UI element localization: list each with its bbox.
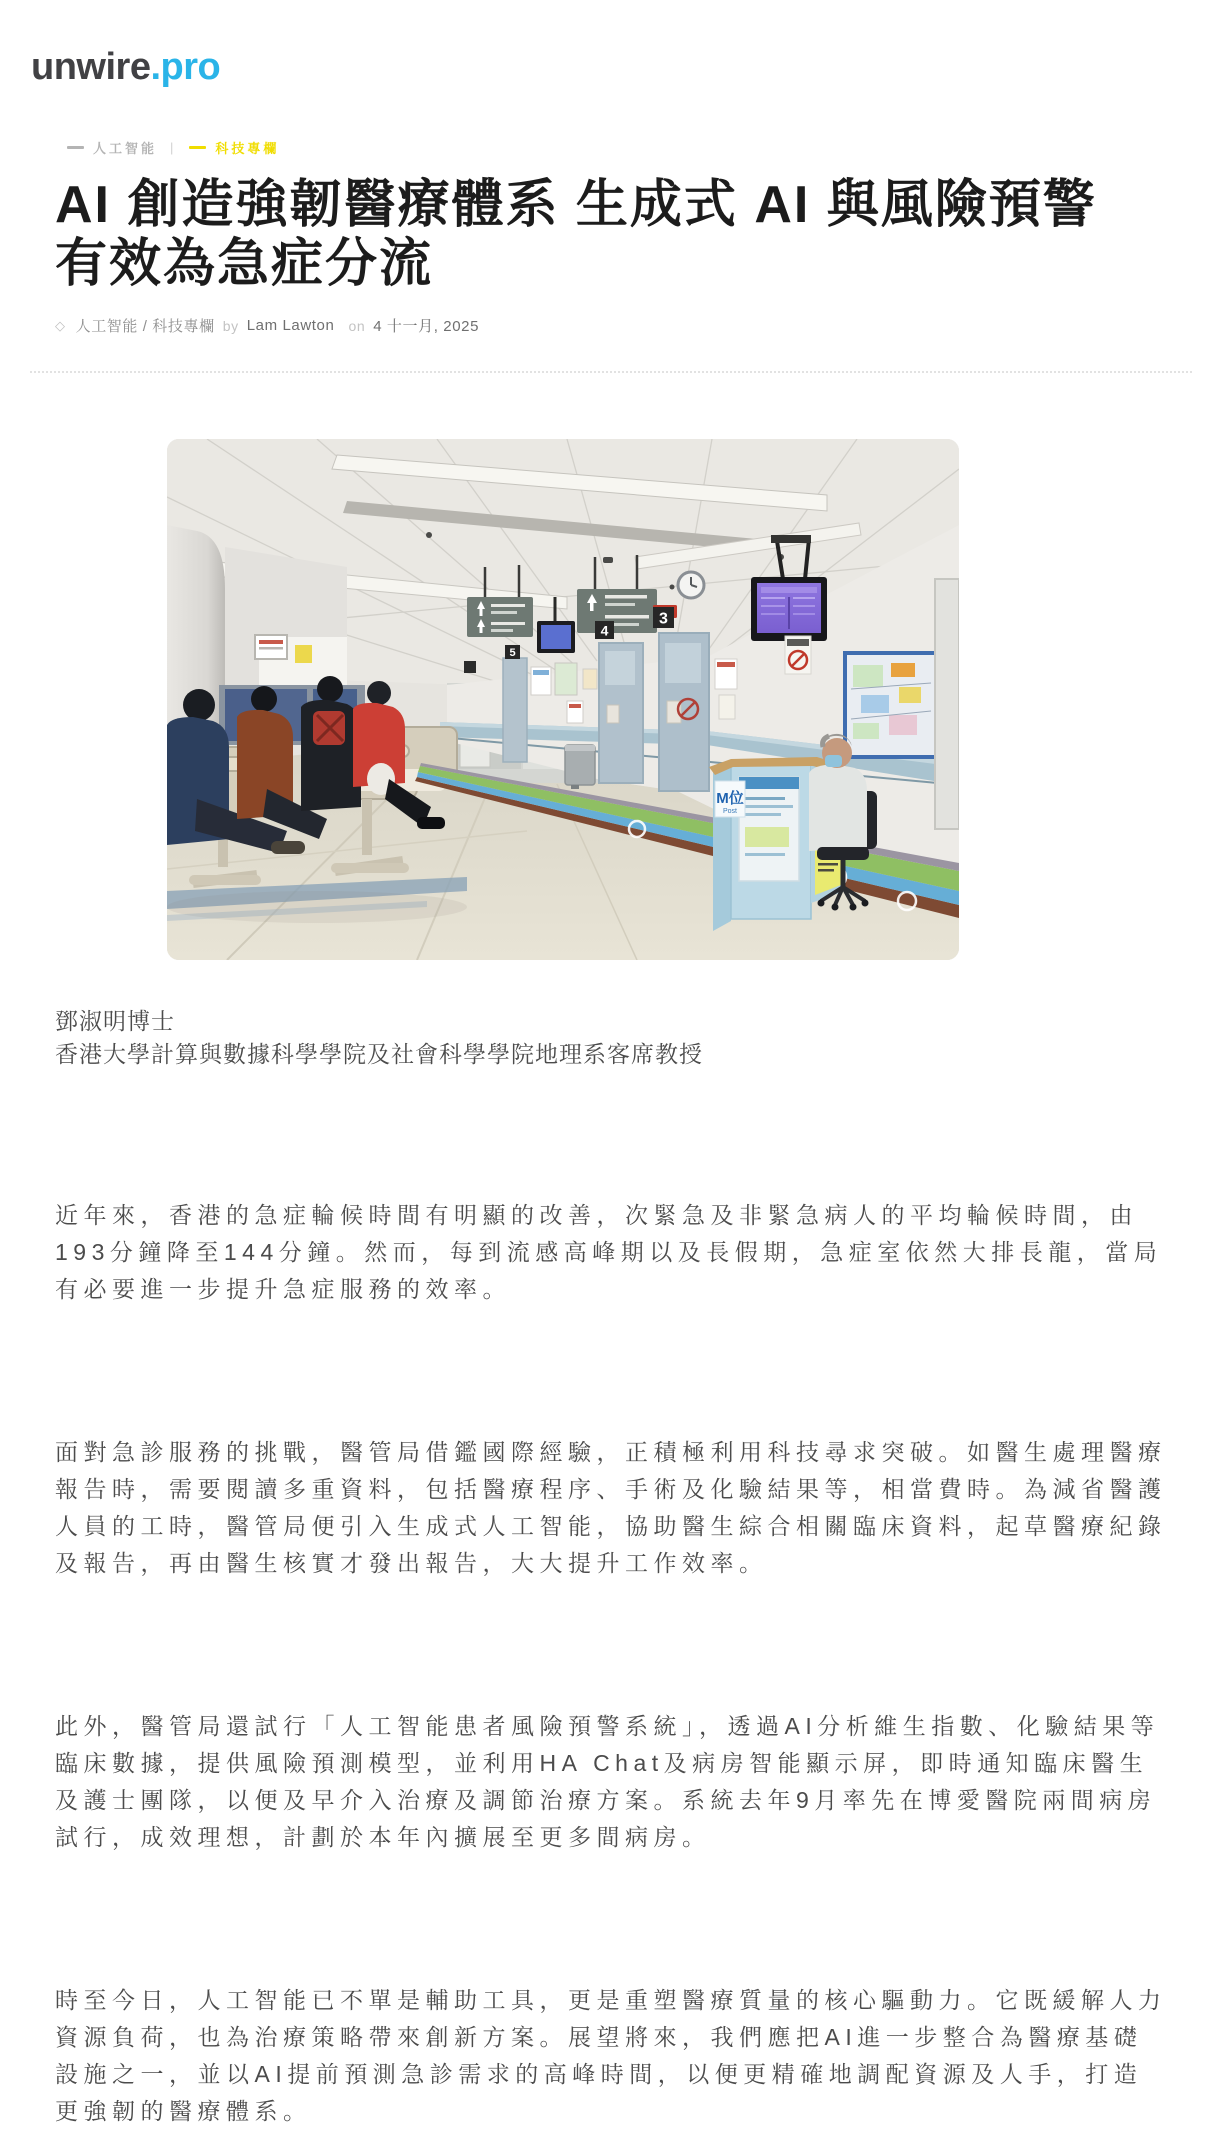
m-sign-subtext: Post	[722, 808, 738, 815]
face-mask	[825, 755, 842, 767]
far-right-door	[935, 579, 959, 829]
caption-author-title: 香港大學計算與數據科學學院及社會科學學院地理系客席教授	[55, 1041, 703, 1067]
meta-by-label: by	[222, 317, 239, 334]
article-title-line1: AI 創造強韌醫療體系 生成式 AI 與風險預警	[55, 176, 1097, 234]
category-tag-label: 人工智能	[93, 141, 158, 156]
no-smoking-poster	[785, 636, 811, 674]
door-number-4: 4	[600, 622, 609, 639]
article-page	[0, 138, 1222, 336]
tag-separator: |	[170, 140, 177, 155]
article-title	[55, 176, 1167, 294]
meta-date: 4 十一月, 2025	[373, 318, 480, 335]
article-title-line2: 有效為急症分流	[55, 235, 434, 293]
door-5	[503, 658, 527, 762]
category-tag-column[interactable]	[189, 138, 279, 157]
article-body	[0, 439, 1222, 2130]
category-tag-row	[67, 138, 1167, 157]
paragraph-2: 面對急診服務的挑戰，醫管局借鑑國際經驗，正積極利用科技尋求突破。如醫生處理醫療報告時，需要閱讀多重資料，包括醫療程序、手術及化驗結果等，相當費時。為減省醫護人員的工時，醫管局便引入生成式人工智能，協助醫生綜合相關臨床資料，起草醫療紀錄及報告，再由醫生核實才發出報告，大大提升工作效率。	[55, 1439, 1167, 1576]
site-logo-text: unwire	[31, 46, 151, 88]
m-position-sign	[715, 781, 745, 817]
meta-category-path[interactable]: 人工智能 / 科技專欄	[75, 318, 215, 335]
hospital-waiting-room-photo	[167, 439, 959, 960]
yellow-sign	[295, 645, 312, 663]
article-meta	[55, 315, 1167, 336]
meta-on-label: on	[348, 317, 366, 334]
featured-image	[167, 439, 959, 960]
trash-bin	[565, 745, 595, 789]
bulletin-board	[845, 653, 937, 757]
site-logo-suffix: .pro	[150, 46, 221, 88]
meta-author-link[interactable]: Lam Lawton	[246, 317, 335, 334]
category-tag-label: 科技專欄	[215, 141, 280, 156]
dotted-divider	[30, 371, 1192, 373]
image-caption	[55, 1005, 1167, 1071]
paragraph-3: 此外，醫管局還試行「人工智能患者風險預警系統」，透過AI分析維生指數、化驗結果等臨床數據，提供風險預測模型，並利用HA Chat及病房智能顯示屏，即時通知臨床醫生及護士團隊，以便及早介入治療及調節治療方案。系統去年9月率先在博愛醫院兩間病房試行，成效理想，計劃於本年內擴展至更多間病房。	[55, 1713, 1160, 1850]
site-header	[0, 0, 1222, 86]
paragraph-1: 近年來，香港的急症輪候時間有明顯的改善，次緊急及非緊急病人的平均輪候時間，由193分鐘降至144分鐘。然而，每到流感高峰期以及長假期，急症室依然大排長龍，當局有必要進一步提升急症服務的效率。	[55, 1202, 1163, 1302]
m-sign-text: M位	[716, 790, 744, 807]
tag-dash-icon	[67, 146, 84, 149]
diamond-icon: ◇	[55, 317, 66, 333]
category-tag-ai[interactable]	[67, 138, 157, 157]
caption-author-name: 鄧淑明博士	[55, 1008, 175, 1034]
paragraph-4: 時至今日，人工智能已不單是輔助工具，更是重塑醫療質量的核心驅動力。它既緩解人力資源負荷，也為治療策略帶來創新方案。展望將來，我們應把AI進一步整合為醫療基礎設施之一，並以AI提前預測急診需求的高峰時間，以便更精確地調配資源及人手，打造更強韌的醫療體系。	[55, 1987, 1167, 2124]
door-number-3: 3	[659, 610, 668, 628]
tag-dash-icon	[189, 146, 206, 149]
site-logo[interactable]	[31, 48, 220, 86]
door-number-5: 5	[509, 647, 516, 659]
